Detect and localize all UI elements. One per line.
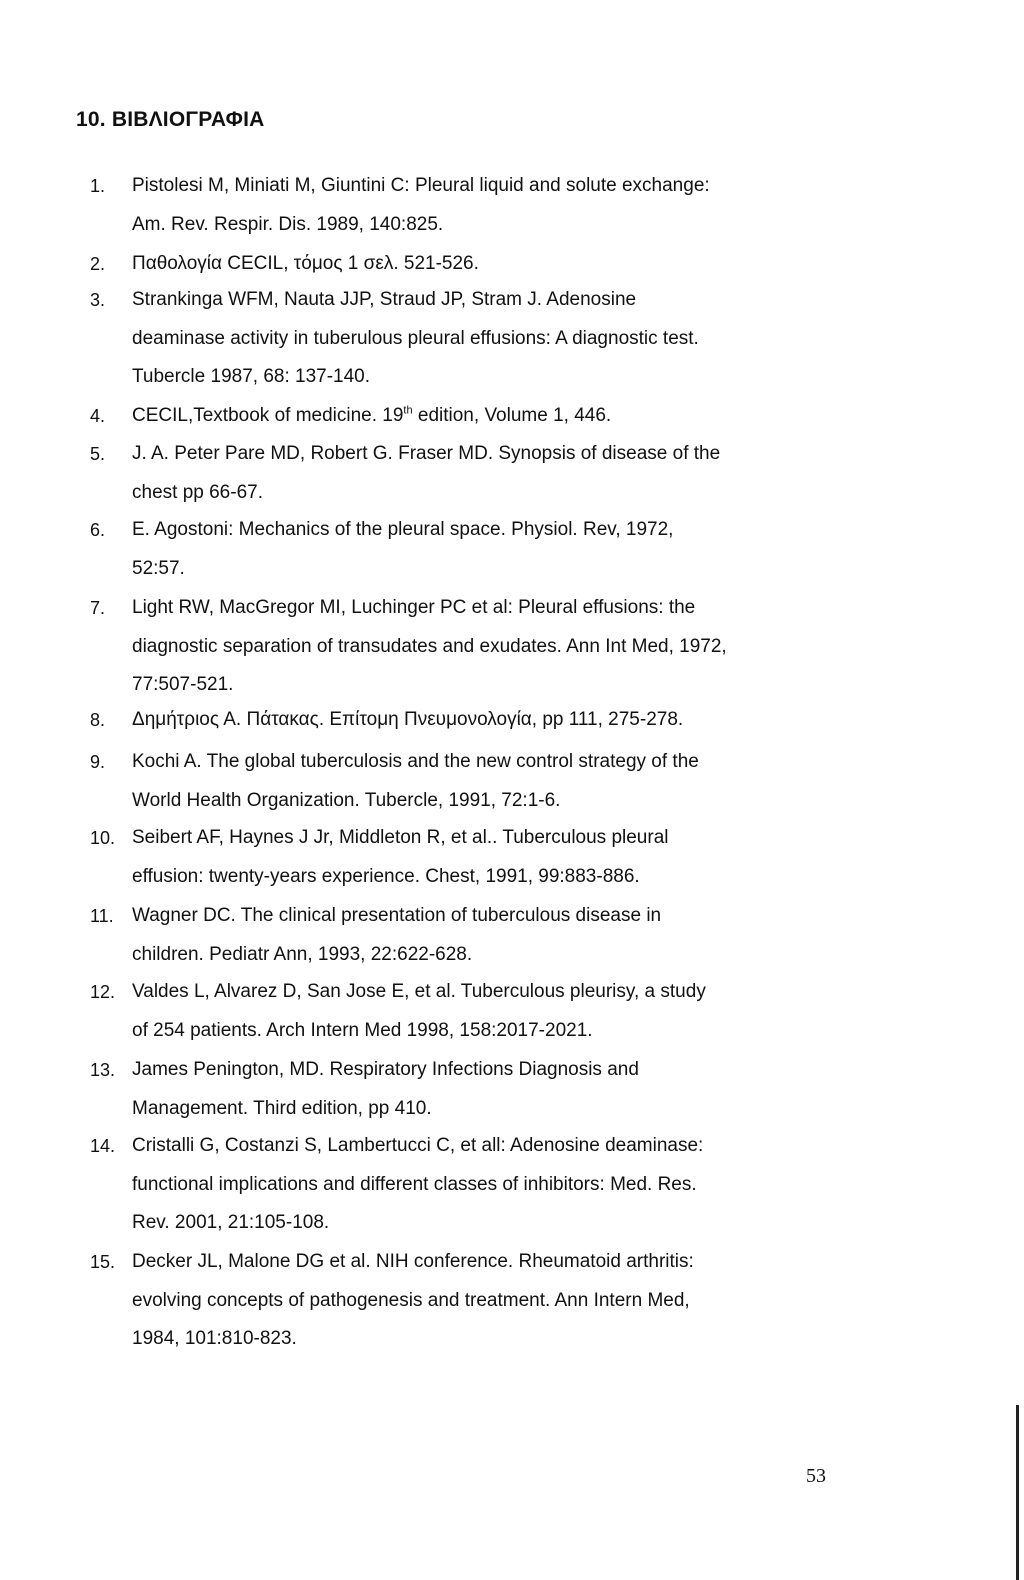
reference-number: 12. bbox=[90, 982, 116, 1002]
reference-text-line: Cristalli G, Costanzi S, Lambertucci C, et all: Adenosine deaminase: bbox=[132, 1135, 704, 1156]
reference-text-line: James Penington, MD. Respiratory Infections Diagnosis and bbox=[132, 1059, 639, 1080]
reference-text-line: children. Pediatr Ann, 1993, 22:622-628. bbox=[132, 943, 473, 965]
reference-text-line: Δημήτριος Α. Πάτακας. Επίτομη Πνευμονολογία, pp 111, 275-278. bbox=[132, 709, 684, 730]
reference-text-line: chest pp 66-67. bbox=[132, 481, 263, 503]
reference-number: 11. bbox=[90, 906, 114, 926]
reference-text-line: Seibert AF, Haynes J Jr, Middleton R, et al.. Tuberculous pleural bbox=[132, 827, 669, 848]
reference-text-line: World Health Organization. Tubercle, 1991, 72:1-6. bbox=[132, 789, 561, 811]
reference-text-line: Light RW, MacGregor MI, Luchinger PC et al: Pleural effusions: the bbox=[132, 597, 696, 618]
reference-number: 15. bbox=[90, 1252, 116, 1272]
reference-text-line: E. Agostoni: Mechanics of the pleural space. Physiol. Rev, 1972, bbox=[132, 519, 674, 540]
reference-number: 1. bbox=[90, 176, 106, 196]
reference-text-line: Rev. 2001, 21:105-108. bbox=[132, 1212, 330, 1233]
reference-number: 6. bbox=[90, 520, 106, 540]
reference-text-line: of 254 patients. Arch Intern Med 1998, 158:2017-2021. bbox=[132, 1019, 593, 1041]
reference-text-line bbox=[132, 406, 611, 426]
reference-text-line: diagnostic separation of transudates and exudates. Ann Int Med, 1972, bbox=[132, 635, 727, 657]
reference-text-line: 77:507-521. bbox=[132, 674, 234, 695]
reference-text-line: deaminase activity in tuberulous pleural effusions: A diagnostic test. bbox=[132, 327, 699, 349]
reference-text-line: effusion: twenty-years experience. Chest, 1991, 99:883-886. bbox=[132, 865, 640, 887]
reference-text-line: Valdes L, Alvarez D, San Jose E, et al. Tuberculous pleurisy, a study bbox=[132, 981, 706, 1002]
reference-text-line: functional implications and different classes of inhibitors: Med. Res. bbox=[132, 1173, 697, 1195]
reference-text-line: Decker JL, Malone DG et al. NIH conference. Rheumatoid arthritis: bbox=[132, 1251, 694, 1272]
page-number: 53 bbox=[806, 1465, 826, 1487]
reference-text-line: Strankinga WFM, Nauta JJP, Straud JP, Stram J. Adenosine bbox=[132, 289, 637, 310]
reference-text-line: J. A. Peter Pare MD, Robert G. Fraser MD. Synopsis of disease of the bbox=[132, 443, 721, 464]
ordinal-superscript: th bbox=[403, 404, 413, 417]
reference-number: 14. bbox=[90, 1136, 116, 1156]
reference-number: 10. bbox=[90, 828, 116, 848]
reference-number: 8. bbox=[90, 710, 106, 730]
reference-text-line: Tubercle 1987, 68: 137-140. bbox=[132, 366, 371, 387]
reference-text-line: Kochi A. The global tuberculosis and the new control strategy of the bbox=[132, 751, 699, 772]
reference-text-segment: edition, bbox=[412, 405, 485, 426]
reference-number: 3. bbox=[90, 290, 106, 310]
reference-text-line: 52:57. bbox=[132, 557, 185, 579]
reference-number: 5. bbox=[90, 444, 106, 464]
reference-text-line: Am. Rev. Respir. Dis. 1989, 140:825. bbox=[132, 213, 444, 235]
reference-number: 7. bbox=[90, 598, 106, 618]
reference-text-segment: Volume 1, 446. bbox=[484, 405, 612, 426]
reference-number: 4. bbox=[90, 406, 106, 426]
reference-text-segment: CECIL,Textbook of medicine. 19 bbox=[132, 405, 404, 426]
reference-number: 9. bbox=[90, 752, 106, 772]
section-heading: 10. ΒΙΒΛΙΟΓΡΑΦΙΑ bbox=[76, 108, 265, 131]
reference-text-line: Παθολογία CECIL, τόμος 1 σελ. 521-526. bbox=[132, 253, 479, 274]
reference-text-line: Management. Third edition, pp 410. bbox=[132, 1097, 432, 1119]
reference-number: 13. bbox=[90, 1060, 116, 1080]
reference-text-line: Pistolesi M, Miniati M, Giuntini C: Pleural liquid and solute exchange: bbox=[132, 175, 710, 196]
reference-number: 2. bbox=[90, 254, 106, 274]
reference-text-line: Wagner DC. The clinical presentation of tuberculous disease in bbox=[132, 905, 662, 926]
reference-text-line: evolving concepts of pathogenesis and treatment. Ann Intern Med, bbox=[132, 1289, 690, 1311]
reference-text-line: 1984, 101:810-823. bbox=[132, 1328, 297, 1349]
scan-edge-mark bbox=[1016, 1405, 1019, 1580]
